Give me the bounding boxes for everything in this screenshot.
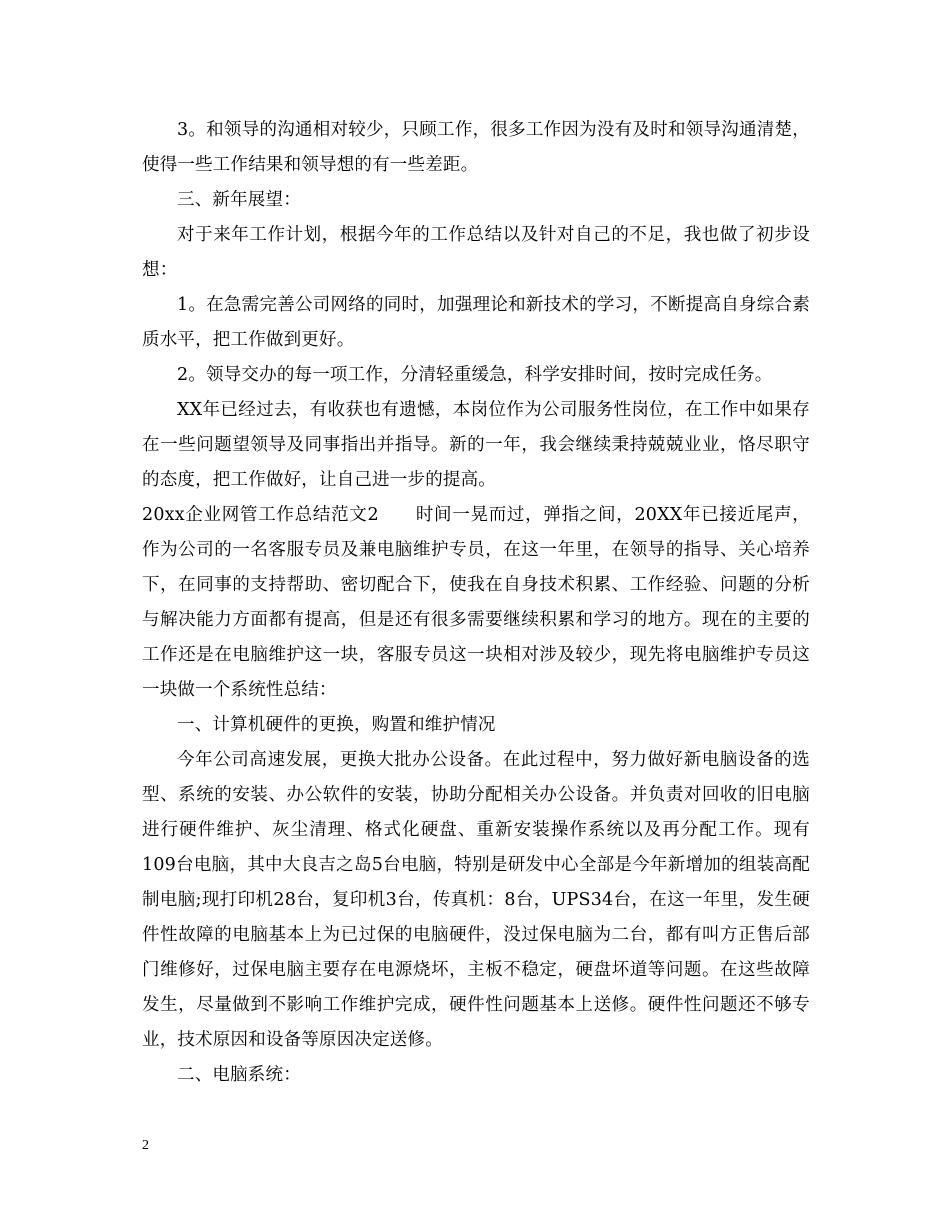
paragraph-7: 20xx企业网管工作总结范文2 时间一晃而过，弹指之间，20XX年已接近尾声，作为公司的一名客服专员及兼电脑维护专员，在这一年里，在领导的指导、关心培养下，在同事的支持帮助、密切配合下，使我在自身技术积累、工作经验、问题的分析与解决能力方面都有提高，但是还有很多需要继续积累和学习的地方。现在的主要的工作还是在电脑维护这一块，客服专员这一块相对涉及较少，现先将电脑维护专员这一块做一个系统性总结： (142, 505, 810, 700)
paragraph-6: XX年已经过去，有收获也有遗憾，本岗位作为公司服务性岗位，在工作中如果存在一些问题望领导及同事指出并指导。新的一年，我会继续秉持兢兢业业，恪尽职守的态度，把工作做好，让自己进一步的提高。 (142, 400, 810, 490)
paragraph-5: 2。领导交办的每一项工作，分清轻重缓急，科学安排时间，按时完成任务。 (177, 365, 773, 385)
paragraph-10: 二、电脑系统： (177, 1065, 301, 1085)
document-body (142, 113, 810, 1093)
paragraph-1: 3。和领导的沟通相对较少，只顾工作，很多工作因为没有及时和领导沟通清楚，使得一些工作结果和领导想的有一些差距。 (142, 120, 810, 175)
paragraph-8: 一、计算机硬件的更换，购置和维护情况 (177, 715, 496, 735)
paragraph-4: 1。在急需完善公司网络的同时，加强理论和新技术的学习，不断提高自身综合素质水平，把工作做到更好。 (142, 295, 810, 350)
paragraph-3: 对于来年工作计划，根据今年的工作总结以及针对自己的不足，我也做了初步设想： (142, 225, 810, 280)
page-number: 2 (142, 1138, 149, 1153)
paragraph-2: 三、新年展望： (177, 190, 301, 210)
paragraph-9: 今年公司高速发展，更换大批办公设备。在此过程中，努力做好新电脑设备的选型、系统的安装、办公软件的安装，协助分配相关办公设备。并负责对回收的旧电脑进行硬件维护、灰尘清理、格式化硬盘、重新安装操作系统以及再分配工作。现有109台电脑，其中大良吉之岛5台电脑，特别是研发中心全部是今年新增加的组装高配制电脑;现打印机28台，复印机3台，传真机：8台，UPS34台，在这一年里，发生硬件性故障的电脑基本上为已过保的电脑硬件，没过保电脑为二台，都有叫方正售后部门维修好，过保电脑主要存在电源烧坏，主板不稳定，硬盘坏道等问题。在这些故障发生，尽量做到不影响工作维护完成，硬件性问题基本上送修。硬件性问题还不够专业，技术原因和设备等原因决定送修。 (142, 750, 810, 1050)
